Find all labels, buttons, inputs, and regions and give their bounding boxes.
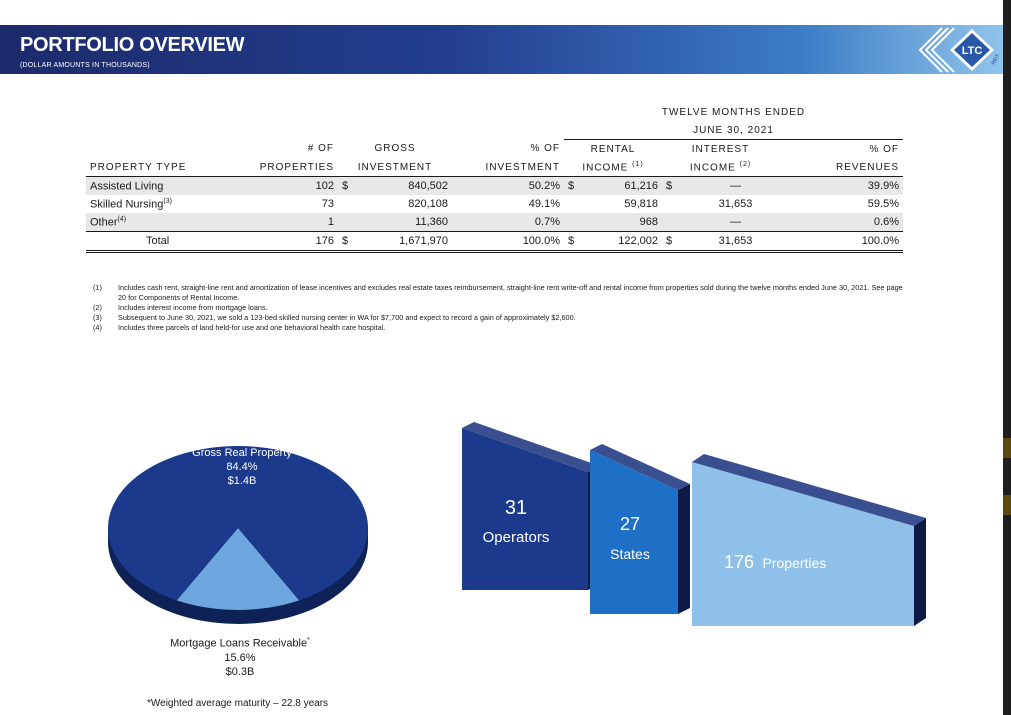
stat-states-value: 27: [619, 514, 641, 534]
row-gross: 820,108: [408, 198, 448, 210]
footnote-item: (2) Includes interest income from mortgage loans.: [93, 303, 268, 312]
col-pctrev-line1: % OF: [869, 143, 899, 155]
row-props: 102: [241, 177, 338, 196]
ltc-logo-icon: [914, 25, 1000, 75]
row-type: Skilled Nursing$^{(3)}$: [90, 197, 172, 211]
row-gross-currency: $: [338, 177, 368, 196]
row-pct-investment: 0.7%: [452, 213, 564, 232]
row-pct-revenues: 0.6%: [779, 213, 903, 232]
stat-properties-value: 176: [724, 552, 755, 572]
total-rental-currency: $: [564, 232, 594, 252]
total-gross: 1,671,970: [368, 232, 452, 252]
page-subtitle: (DOLLAR AMOUNTS IN THOUSANDS): [20, 62, 150, 69]
pie-label-mortgage-loans: Mortgage Loans Receivable* 15.6% $0.3B: [170, 637, 310, 678]
footnote-item: (4) Includes three parcels of land held-for use and one behavioral health care hospital.: [93, 323, 386, 332]
col-props-line1: # OF: [307, 143, 334, 155]
row-pct-investment: 49.1%: [528, 198, 560, 210]
window-edge: [1003, 0, 1011, 715]
table-row: [86, 195, 903, 213]
row-interest-currency: [662, 195, 692, 213]
row-rental-currency: $: [564, 177, 594, 196]
col-pctinv-line1: % OF: [530, 143, 560, 155]
portfolio-table: [86, 103, 903, 253]
row-rental: 59,818: [624, 198, 658, 210]
logo-text: LTC: [961, 45, 983, 57]
footnote-item: (1) Includes cash rent, straight-line rent and amortization of lease incentives and excludes real estate taxes reimbursement, straight-line rent write-off and rental income from properties sold during the twelve months ended June 30, 2021. See page 20 for Components of Rental Income.: [93, 283, 903, 302]
col-interest-line2: INCOME $^{(2)}$: [662, 158, 779, 177]
period-line-2: JUNE 30, 2021: [564, 121, 903, 140]
title-banner: [0, 25, 1003, 74]
col-type-header: PROPERTY TYPE: [86, 158, 241, 177]
total-gross-currency: $: [338, 232, 368, 252]
logo-subtext: REIT: [990, 53, 1002, 66]
row-type: Other$^{(4)}$: [86, 213, 241, 232]
table-row: [86, 213, 903, 232]
total-rental: 122,002: [594, 232, 662, 252]
row-pct-revenues: 59.5%: [867, 198, 899, 210]
col-pctrev-line2: REVENUES: [779, 158, 903, 177]
pie-footnote: *Weighted average maturity – 22.8 years: [147, 698, 329, 709]
table-row: [86, 177, 903, 196]
total-pct-revenues: 100.0%: [779, 232, 903, 252]
total-interest-currency: $: [662, 232, 692, 252]
row-interest-currency: $: [662, 177, 692, 196]
stat-operators-value: 31: [504, 497, 528, 519]
row-gross: 840,502: [368, 177, 452, 196]
footnote-item: (3) Subsequent to June 30, 2021, we sold a 123-bed skilled nursing center in WA for $7,700 and expect to record a gain of approximately $2,600.: [93, 313, 576, 322]
row-rental-currency: [564, 195, 594, 213]
stat-properties-text: [724, 552, 826, 572]
stat-states-label: States: [610, 546, 650, 562]
row-rental: 968: [594, 213, 662, 232]
row-interest-currency: [662, 213, 692, 232]
col-interest-line1: INTEREST: [691, 143, 750, 155]
col-props-line2: PROPERTIES: [241, 158, 338, 177]
col-gross-line2: INVESTMENT: [338, 158, 452, 177]
stat-operators-label: Operators: [482, 529, 550, 546]
table-total-row: [86, 232, 903, 252]
row-rental-currency: [564, 213, 594, 232]
row-props: 1: [241, 213, 338, 232]
col-rental-line1: RENTAL: [590, 143, 636, 155]
footnotes: [93, 283, 905, 333]
portfolio-stats-graphic: [458, 420, 928, 650]
col-rental-line2: INCOME $^{(1)}$: [564, 158, 662, 177]
total-label: Total: [86, 232, 241, 252]
row-gross: 11,360: [368, 213, 452, 232]
pie-label-real-property: Gross Real Property 84.4% $1.4B: [192, 447, 292, 487]
row-interest: —: [692, 177, 779, 196]
row-pct-investment: 50.2%: [452, 177, 564, 196]
total-pct-investment: 100.0%: [452, 232, 564, 252]
row-rental: 61,216: [594, 177, 662, 196]
col-pctinv-line2: INVESTMENT: [452, 158, 564, 177]
stat-properties-label: Properties: [762, 555, 827, 571]
row-interest: —: [692, 213, 779, 232]
row-gross-currency: [338, 195, 368, 213]
total-interest: 31,653: [692, 232, 779, 252]
total-props: 176: [241, 232, 338, 252]
col-gross-line1: GROSS: [374, 143, 416, 155]
row-interest: 31,653: [718, 198, 753, 210]
row-pct-revenues: 39.9%: [779, 177, 903, 196]
row-gross-currency: [338, 213, 368, 232]
row-type: Assisted Living: [86, 177, 241, 196]
period-line-1: TWELVE MONTHS ENDED: [661, 106, 806, 118]
page-title: PORTFOLIO OVERVIEW: [20, 34, 245, 56]
row-props: 73: [321, 198, 334, 210]
